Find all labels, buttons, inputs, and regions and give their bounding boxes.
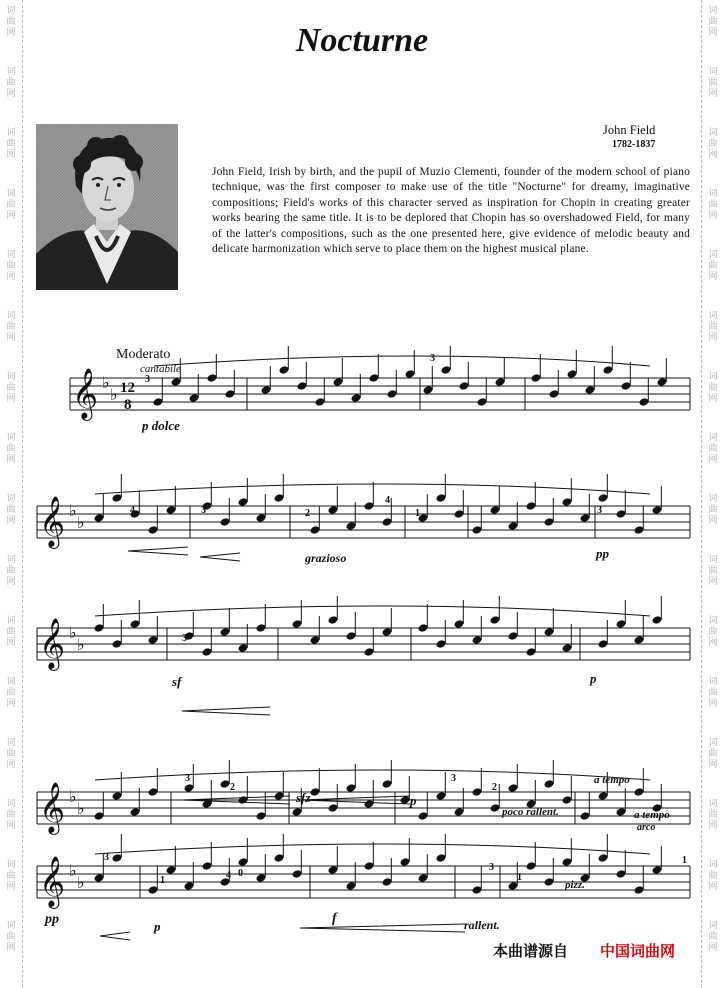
watermark-glyph-group: 词 曲 网: [708, 250, 718, 282]
fingering: 3: [104, 852, 109, 863]
treble-clef: 𝄞: [39, 618, 66, 669]
watermark-glyph-group: 词 曲 网: [708, 555, 718, 587]
fingering: 1: [517, 872, 522, 883]
dynamic-marking: rallent.: [464, 918, 500, 932]
watermark-glyph-group: 词 曲 网: [6, 494, 16, 526]
watermark-glyph-group: 词 曲 网: [708, 67, 718, 99]
composer-name: John Field: [603, 123, 656, 137]
key-flat: ♭: [110, 387, 118, 404]
watermark-glyph-group: 词 曲 网: [708, 372, 718, 404]
treble-clef: 𝄞: [39, 496, 66, 547]
watermark-glyph-group: 词 曲 网: [6, 921, 16, 953]
dynamic-marking: pizz.: [565, 879, 585, 891]
fingering: 3: [182, 633, 187, 644]
dynamic-marking: poco rallent.: [502, 806, 559, 818]
watermark-glyph-group: 词 曲 网: [6, 311, 16, 343]
dynamic-marking: p: [154, 919, 161, 934]
key-flat: ♭: [102, 375, 110, 392]
watermark-glyph-group: 词 曲 网: [6, 6, 16, 38]
slur: [95, 484, 650, 494]
key-flat: ♭: [69, 863, 77, 880]
watermark-glyph-group: 词 曲 网: [6, 67, 16, 99]
watermark-glyph-group: 词 曲 网: [708, 616, 718, 648]
watermark-glyph-group: 词 曲 网: [6, 677, 16, 709]
piece-title: Nocturne: [295, 22, 429, 59]
treble-clef: 𝄞: [39, 856, 66, 907]
watermark-glyph-group: 词 曲 网: [6, 616, 16, 648]
dynamic-marking: grazioso: [305, 551, 347, 565]
dynamic-marking: p: [590, 671, 597, 686]
dynamic-marking: f: [332, 911, 337, 926]
source-label: 本曲谱源自: [493, 942, 569, 960]
key-flat: ♭: [77, 875, 85, 892]
key-flat: ♭: [77, 637, 85, 654]
fingering: 3: [451, 773, 456, 784]
watermark-glyph-group: 词 曲 网: [708, 860, 718, 892]
treble-clef: 𝄞: [39, 782, 66, 833]
key-flat: ♭: [69, 625, 77, 642]
time-signature-top: 12: [120, 380, 135, 396]
fingering: 4: [385, 495, 390, 506]
fingering: 3: [489, 862, 494, 873]
dynamic-marking: pp: [45, 912, 59, 927]
watermark-glyph-group: 词 曲 网: [708, 494, 718, 526]
key-flat: ♭: [77, 801, 85, 818]
fingering: 3: [430, 353, 435, 364]
key-flat: ♭: [77, 515, 85, 532]
hairpin: [182, 707, 270, 715]
fingering: 4: [130, 505, 135, 516]
site-name: 中国词曲网: [600, 942, 676, 960]
watermark-glyph-group: 词 曲 网: [708, 6, 718, 38]
watermark-glyph-group: 词 曲 网: [6, 799, 16, 831]
slur: [95, 844, 650, 854]
slur: [154, 356, 650, 366]
dynamic-marking: sf: [172, 674, 182, 689]
watermark-glyph-group: 词 曲 网: [6, 250, 16, 282]
dynamic-marking: arco: [637, 822, 656, 833]
expression-marking: cantabile: [140, 363, 181, 375]
key-flat: ♭: [69, 503, 77, 520]
dynamic-marking: a tempo: [634, 809, 670, 821]
fingering: 0: [238, 868, 243, 879]
watermark-glyph-group: 词 曲 网: [708, 189, 718, 221]
watermark-glyph-group: 词 曲 网: [708, 921, 718, 953]
watermark-glyph-group: 词 曲 网: [708, 738, 718, 770]
watermark-glyph-group: 词 曲 网: [6, 372, 16, 404]
time-signature-bottom: 8: [124, 397, 132, 413]
fingering: 2: [230, 782, 235, 793]
watermark-glyph-group: 词 曲 网: [708, 799, 718, 831]
hairpin: [300, 924, 465, 932]
tempo-marking: Moderato: [116, 347, 171, 362]
dynamic-marking: sfz: [296, 790, 311, 805]
composer-biography: John Field, Irish by birth, and the pupil of Muzio Clementi, founder of the modern school of piano technique, was the first composer to make use of the title "Nocturne" for dreamy, imaginative compositions; Field's works of this character served as inspiration for Chopin in creating greater works bearing the same title. It is to be deplored that Chopin has so overshadowed Field, for many of the latter's compositions, such as the one presented here, give evidence of melodic beauty and delicate harmonization which serve to place them on the highest musical plane.: [212, 166, 690, 256]
composer-dates: 1782-1837: [612, 139, 656, 150]
treble-clef: 𝄞: [72, 368, 99, 419]
fingering: 2: [305, 508, 310, 519]
fingering: 4: [226, 870, 231, 881]
fingering: 3: [201, 505, 206, 516]
hairpin: [200, 553, 240, 561]
watermark-glyph-group: 词 曲 网: [6, 738, 16, 770]
key-flat: ♭: [69, 789, 77, 806]
fingering: 2: [492, 782, 497, 793]
fingering: 3: [145, 374, 150, 385]
fingering: 1: [415, 508, 420, 519]
slur: [95, 606, 650, 616]
fingering: 3: [597, 505, 602, 516]
dynamic-marking: pp: [596, 546, 609, 561]
watermark-glyph-group: 词 曲 网: [6, 555, 16, 587]
watermark-glyph-group: 词 曲 网: [6, 860, 16, 892]
watermark-glyph-group: 词 曲 网: [708, 311, 718, 343]
watermark-glyph-group: 词 曲 网: [6, 189, 16, 221]
hairpin: [128, 547, 188, 555]
dynamic-marking: p dolce: [142, 418, 180, 433]
dynamic-marking: a tempo: [594, 774, 630, 786]
dynamic-marking: p: [410, 793, 417, 808]
watermark-glyph-group: 词 曲 网: [708, 677, 718, 709]
hairpin: [100, 932, 130, 940]
watermark-glyph-group: 词 曲 网: [6, 433, 16, 465]
slur: [95, 770, 650, 780]
fingering: 3: [185, 773, 190, 784]
watermark-glyph-group: 词 曲 网: [6, 128, 16, 160]
fingering: 1: [160, 875, 165, 886]
fingering: 1: [682, 855, 687, 866]
watermark-glyph-group: 词 曲 网: [708, 128, 718, 160]
watermark-glyph-group: 词 曲 网: [708, 433, 718, 465]
